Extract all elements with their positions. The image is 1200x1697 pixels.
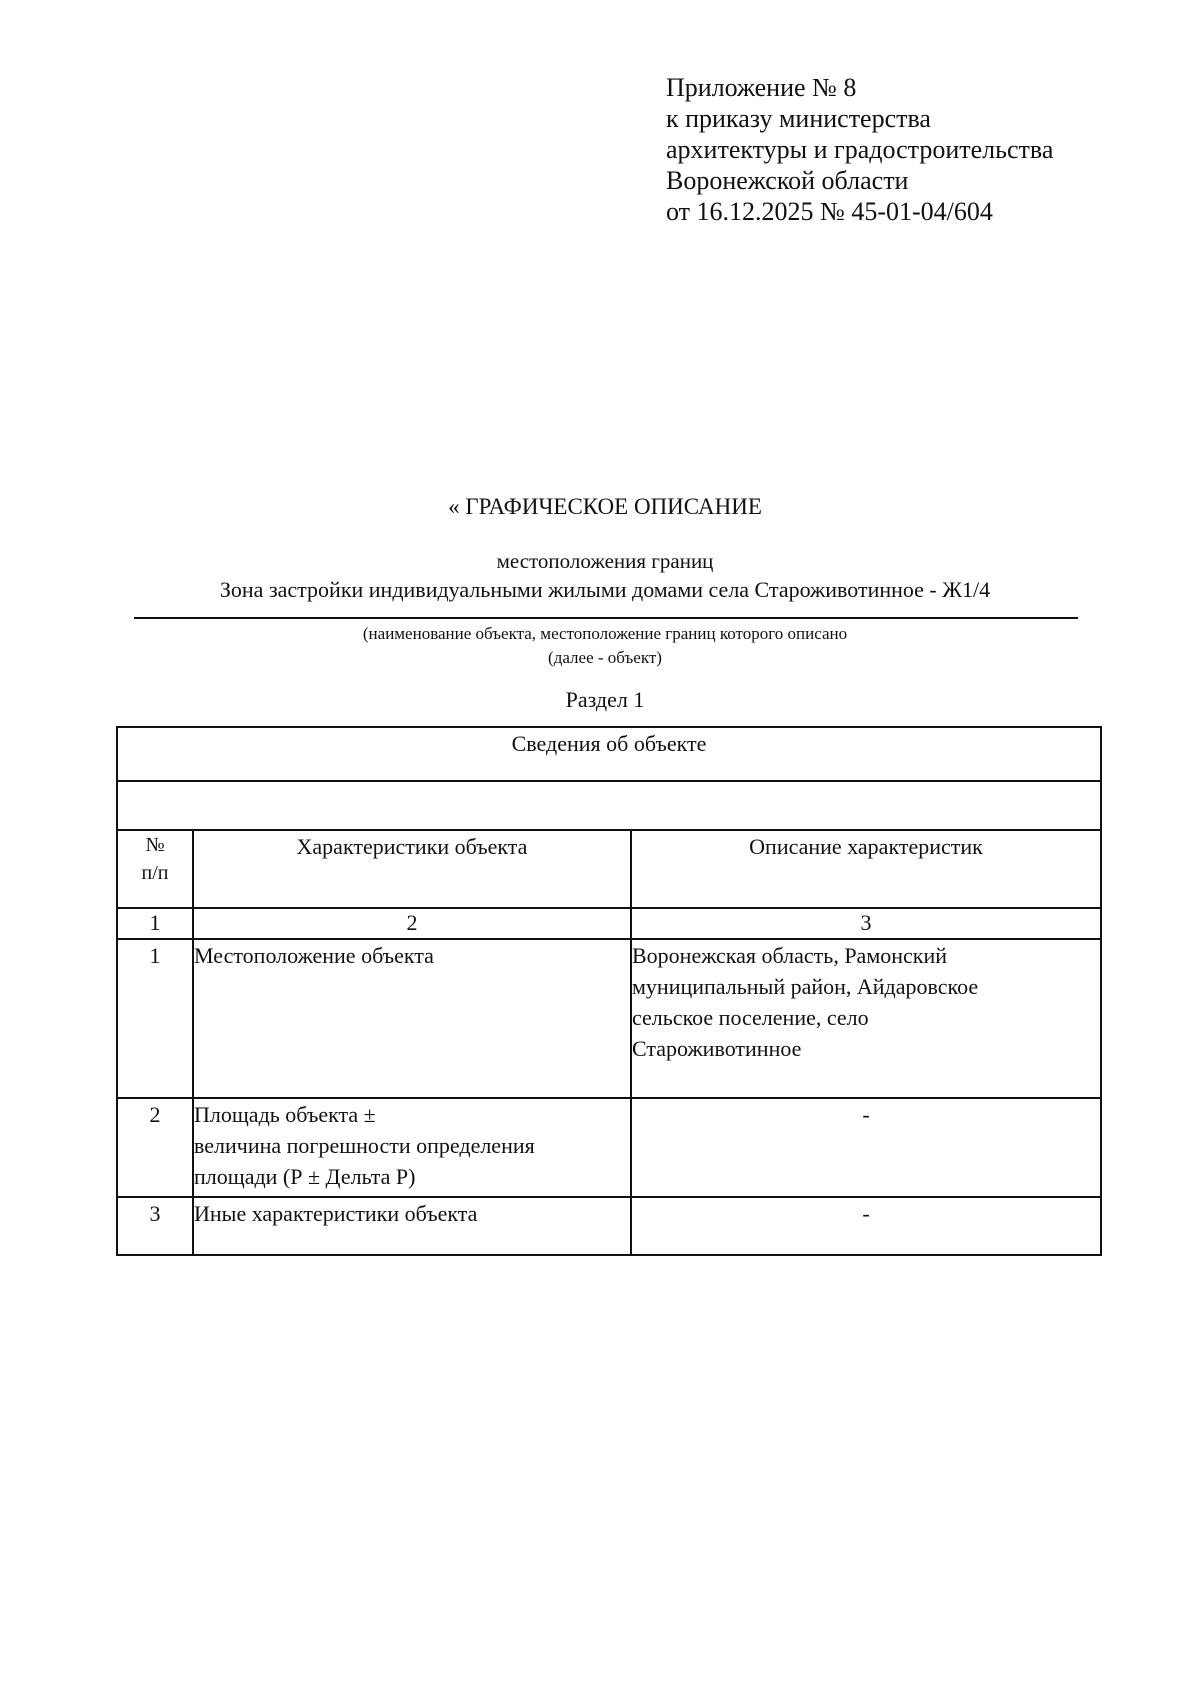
object-name-caption	[0, 622, 1200, 670]
object-name: Зона застройки индивидуальными жилыми домами села Староживотинное - Ж1/4	[219, 577, 991, 602]
table-row	[117, 1098, 1101, 1197]
object-info-table	[116, 726, 1102, 1256]
section-heading: Раздел 1	[565, 687, 645, 712]
caption-line: (наименование объекта, местоположение границ которого описано	[362, 624, 848, 643]
column-number: 3	[631, 908, 1101, 939]
description-line: муниципальный район, Айдаровское	[632, 974, 979, 999]
description-line: Воронежская область, Рамонский	[632, 943, 948, 968]
header-characteristics: Характеристики объекта	[193, 830, 631, 908]
description-line: Староживотинное	[632, 1036, 802, 1061]
document-subtitle: местоположения границ	[496, 549, 714, 573]
row-characteristic	[193, 1098, 631, 1197]
column-number: 2	[193, 908, 631, 939]
header-number-line: №	[145, 834, 165, 856]
column-number-row	[117, 908, 1101, 939]
row-description: -	[631, 1197, 1101, 1255]
appendix-line: архитектуры и градостроительства	[666, 135, 1054, 164]
appendix-line: Приложение № 8	[666, 73, 857, 102]
row-description	[631, 939, 1101, 1098]
appendix-block	[666, 72, 1166, 227]
table-empty-row	[117, 781, 1101, 830]
header-description: Описание характеристик	[631, 830, 1101, 908]
row-number: 3	[117, 1197, 193, 1255]
table-title-row	[117, 727, 1101, 781]
row-characteristic	[193, 939, 631, 1098]
appendix-line: Воронежской области	[666, 166, 909, 195]
characteristic-line: площади (Р ± Дельта Р)	[194, 1164, 416, 1189]
row-characteristic	[193, 1197, 631, 1255]
header-number	[117, 830, 193, 908]
characteristic-line: Иные характеристики объекта	[194, 1201, 478, 1226]
table-row	[117, 939, 1101, 1098]
column-number: 1	[117, 908, 193, 939]
characteristic-line: Площадь объекта ±	[194, 1102, 376, 1127]
characteristic-line: Местоположение объекта	[194, 943, 434, 968]
characteristic-line: величина погрешности определения	[194, 1133, 535, 1158]
header-number-line: п/п	[141, 862, 169, 884]
table-header-row	[117, 830, 1101, 908]
object-name-underline	[134, 617, 1078, 619]
row-number: 1	[117, 939, 193, 1098]
description-line: сельское поселение, село	[632, 1005, 869, 1030]
appendix-line: к приказу министерства	[666, 104, 931, 133]
table-title: Сведения об объекте	[117, 727, 1101, 781]
caption-line: (далее - объект)	[548, 648, 662, 667]
table-empty-cell	[117, 781, 1101, 830]
table-row	[117, 1197, 1101, 1255]
row-description: -	[631, 1098, 1101, 1197]
document-title: « ГРАФИЧЕСКОЕ ОПИСАНИЕ	[448, 494, 762, 519]
appendix-line: от 16.12.2025 № 45-01-04/604	[666, 197, 993, 226]
row-number: 2	[117, 1098, 193, 1197]
